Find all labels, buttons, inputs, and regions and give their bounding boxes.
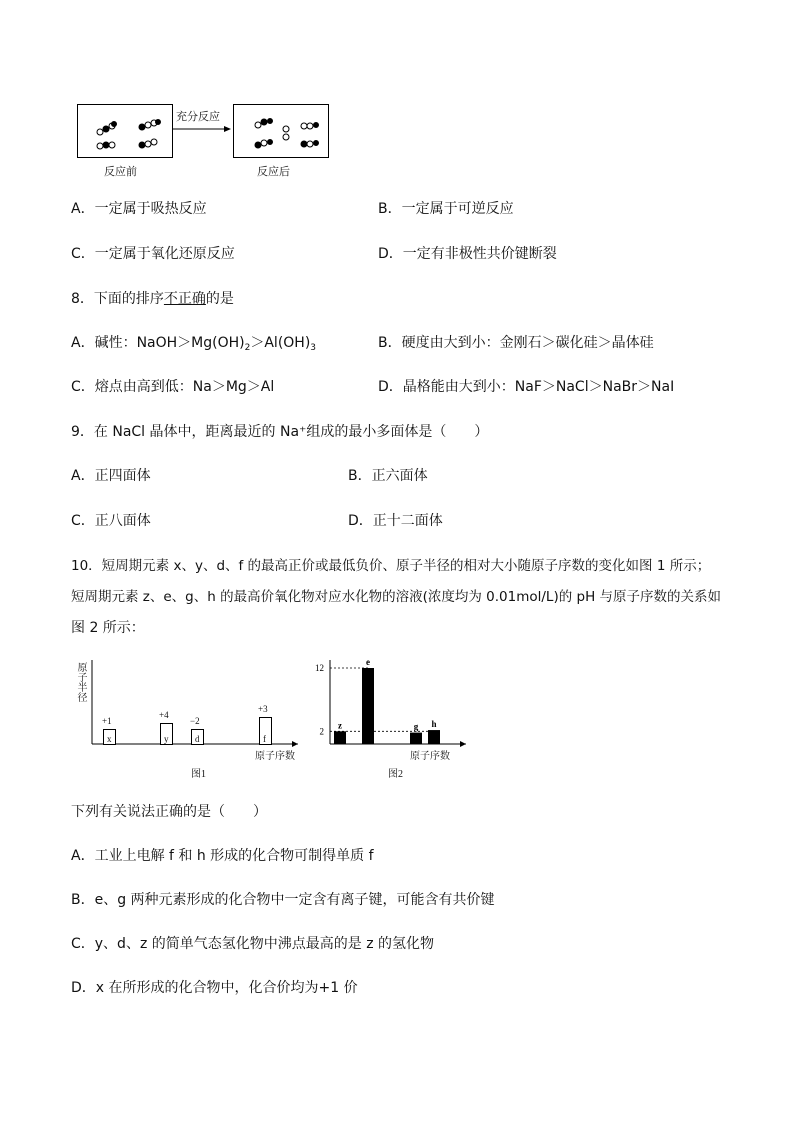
q10-option-a: A．工业上电解 f 和 h 形成的化合物可制得单质 f: [71, 848, 374, 864]
fig1-annotation-x: +1: [102, 716, 112, 726]
fig2-category-h: h: [431, 719, 437, 730]
q7-option-a: A．一定属于吸热反应: [71, 201, 207, 217]
fig1-category-x: x: [107, 734, 112, 744]
fig2-bar-g: [410, 733, 422, 744]
fig2-category-e: e: [366, 657, 370, 667]
q8-stem: [71, 290, 234, 308]
arrow-icon: [171, 124, 233, 134]
after-box: [233, 104, 329, 158]
fig1-bar-x: [103, 729, 116, 745]
q8-a-sub2: 3: [310, 343, 317, 353]
q9-option-d: D．正十二面体: [348, 513, 443, 529]
q8-option-b: B．硬度由大到小：金刚石＞碳化硅＞晶体硅: [378, 335, 654, 351]
q8-a-mid: ＞Al(OH): [250, 335, 311, 351]
fig2-category-z: z: [338, 720, 342, 731]
fig1-ylabel: 原子半径: [75, 662, 86, 702]
q10-stem-line2: 短周期元素 z、e、g、h 的最高价氧化物对应水化物的溶液(浓度均为 0.01mol/L)的 pH 与原子序数的关系如: [71, 589, 722, 605]
fig1-category-d: d: [195, 734, 200, 744]
q7-option-d: D．一定有非极性共价键断裂: [378, 246, 557, 262]
q10-option-c: C．y、d、z 的简单气态氢化物中沸点最高的是 z 的氢化物: [71, 936, 434, 952]
q8-a-sub1: 2: [244, 343, 251, 353]
before-label: 反应前: [104, 165, 137, 178]
fig1-category-f: f: [263, 734, 266, 744]
fig1-xlabel: 原子序数: [255, 751, 295, 762]
q8-stem-prefix: 8．下面的排序: [71, 291, 164, 307]
fig1-annotation-f: +3: [258, 704, 268, 714]
q10-option-b: B．e、g 两种元素形成的化合物中一定含有离子键，可能含有共价键: [71, 892, 495, 908]
fig2-ytick: 12: [315, 663, 324, 673]
fig1-bar-y: [160, 723, 173, 745]
q8-stem-underlined: 不正确: [163, 291, 206, 307]
q8-a-prefix: A．碱性：NaOH＞Mg(OH): [71, 335, 245, 351]
fig1-title: 图1: [191, 769, 206, 780]
q8-option-a: [71, 334, 316, 357]
fig1-category-y: y: [164, 734, 169, 744]
fig1-bar-f: [259, 717, 272, 745]
q8-option-d: D．晶格能由大到小：NaF＞NaCl＞NaBr＞NaI: [378, 379, 675, 395]
q8-stem-suffix: 的是: [205, 291, 234, 307]
fig2-bar-z: [334, 731, 346, 744]
q10-stem-line3: 图 2 所示：: [71, 620, 145, 636]
arrow-label: 充分反应: [176, 110, 220, 123]
q10-option-d: D．x 在所形成的化合物中，化合价均为+1 价: [71, 980, 358, 996]
fig1-bar-d: [191, 729, 204, 745]
fig2-title: 图2: [388, 769, 403, 780]
fig2-xlabel: 原子序数: [410, 751, 450, 762]
q9-stem: 9．在 NaCl 晶体中，距离最近的 Na⁺组成的最小多面体是（ ）: [71, 424, 489, 440]
fig1-annotation-d: −2: [190, 716, 200, 726]
fig2-ytick: 2: [319, 726, 324, 737]
fig2-bar-e: [362, 668, 374, 744]
fig2-category-g: g: [413, 721, 419, 732]
q9-option-b: B．正六面体: [348, 468, 428, 484]
fig1-annotation-y: +4: [159, 710, 169, 720]
q10-stem-line1: 10．短周期元素 x、y、d、f 的最高正价或最低负价、原子半径的相对大小随原子序数的变化如图 1 所示；: [71, 558, 711, 574]
fig2-bar-h: [428, 730, 440, 744]
q7-option-b: B．一定属于可逆反应: [378, 201, 514, 217]
q8-option-c: C．熔点由高到低：Na＞Mg＞Al: [71, 379, 275, 395]
figure-2-axes: [310, 656, 470, 756]
after-molecules-icon: [234, 105, 328, 157]
after-label: 反应后: [257, 165, 290, 178]
before-box: [77, 104, 173, 158]
q9-option-c: C．正八面体: [71, 513, 151, 529]
q10-question: 下列有关说法正确的是（ ）: [71, 804, 267, 820]
q7-option-c: C．一定属于氧化还原反应: [71, 246, 235, 262]
before-molecules-icon: [78, 105, 172, 157]
q9-option-a: A．正四面体: [71, 468, 151, 484]
